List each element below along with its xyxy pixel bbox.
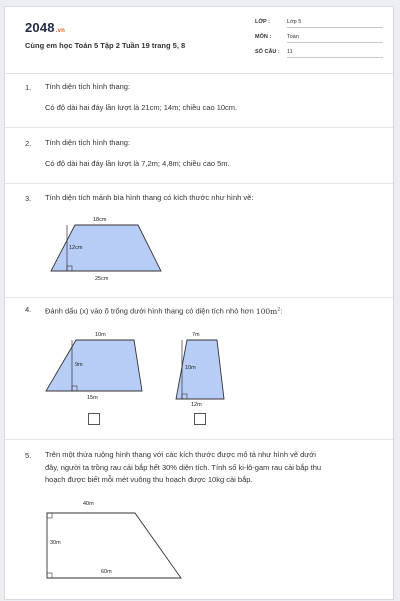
label-height: 9m: [75, 362, 83, 368]
meta-label: MÔN :: [255, 34, 272, 40]
label-bottom-base: 60m: [101, 569, 112, 575]
meta-label: SỐ CÂU :: [255, 49, 280, 55]
meta-value: 11: [287, 49, 383, 58]
meta-label: LỚP :: [255, 19, 270, 25]
label-top-base: 18cm: [93, 217, 107, 223]
question-detail: Có độ dài hai đáy lần lượt là 21cm; 14m; chiều cao 10cm.: [45, 103, 238, 112]
label-top-base: 10m: [95, 332, 106, 338]
question-text-tail: :: [280, 306, 283, 316]
question-number: 3.: [25, 194, 32, 203]
label-top-base: 7m: [192, 332, 200, 338]
trapezoid-shape: [47, 513, 181, 578]
question-text-main: Đánh dấu (x) vào ô trống dưới hình thang có diện tích nhỏ hơn: [45, 306, 254, 316]
label-height: 12cm: [69, 245, 83, 251]
area-threshold: $100m^2$: [255, 306, 281, 316]
question-text: Tính diện tích hình thang:: [45, 138, 131, 147]
meta-value: Lớp 5: [287, 19, 383, 28]
trapezoid-figure-q5: [5, 7, 395, 601]
meta-value: Toán: [287, 34, 383, 43]
question-line: đây, người ta trồng rau cải bắp hết 30% diện tích. Tính số ki-lô-gam rau cải bắp thu: [45, 462, 322, 472]
label-bottom-base: 15m: [87, 395, 98, 401]
question-number: 4.: [25, 305, 32, 314]
question-number: 5.: [25, 451, 32, 460]
question-detail: Có độ dài hai đáy lần lượt là 7,2m; 4,8m; chiều cao 5m.: [45, 159, 230, 168]
question-text: Tính diện tích hình thang:: [45, 82, 131, 91]
label-top-base: 40m: [83, 501, 94, 507]
question-text: Tính diện tích mảnh bìa hình thang có kích thước như hình vẽ:: [45, 193, 254, 202]
area-value: 100m: [255, 306, 278, 316]
label-bottom-base: 12m: [191, 402, 202, 408]
logo-text: 2048: [25, 20, 55, 35]
question-number: 2.: [25, 139, 32, 148]
label-height: 10m: [185, 365, 196, 371]
logo-suffix: .vn: [55, 28, 66, 34]
worksheet-page: [4, 6, 394, 600]
question-line: Trên một thửa ruộng hình thang với các kích thước được mô tả như hình vẽ dưới: [45, 450, 316, 459]
question-line: hoạch được biết mỗi mét vuông thu hoạch được 10kg cải bắp.: [45, 475, 253, 484]
label-bottom-base: 25cm: [95, 276, 109, 282]
label-height: 30m: [50, 540, 61, 546]
worksheet-title: Cùng em học Toán 5 Tập 2 Tuần 19 trang 5, 8: [25, 41, 186, 50]
question-number: 1.: [25, 83, 32, 92]
